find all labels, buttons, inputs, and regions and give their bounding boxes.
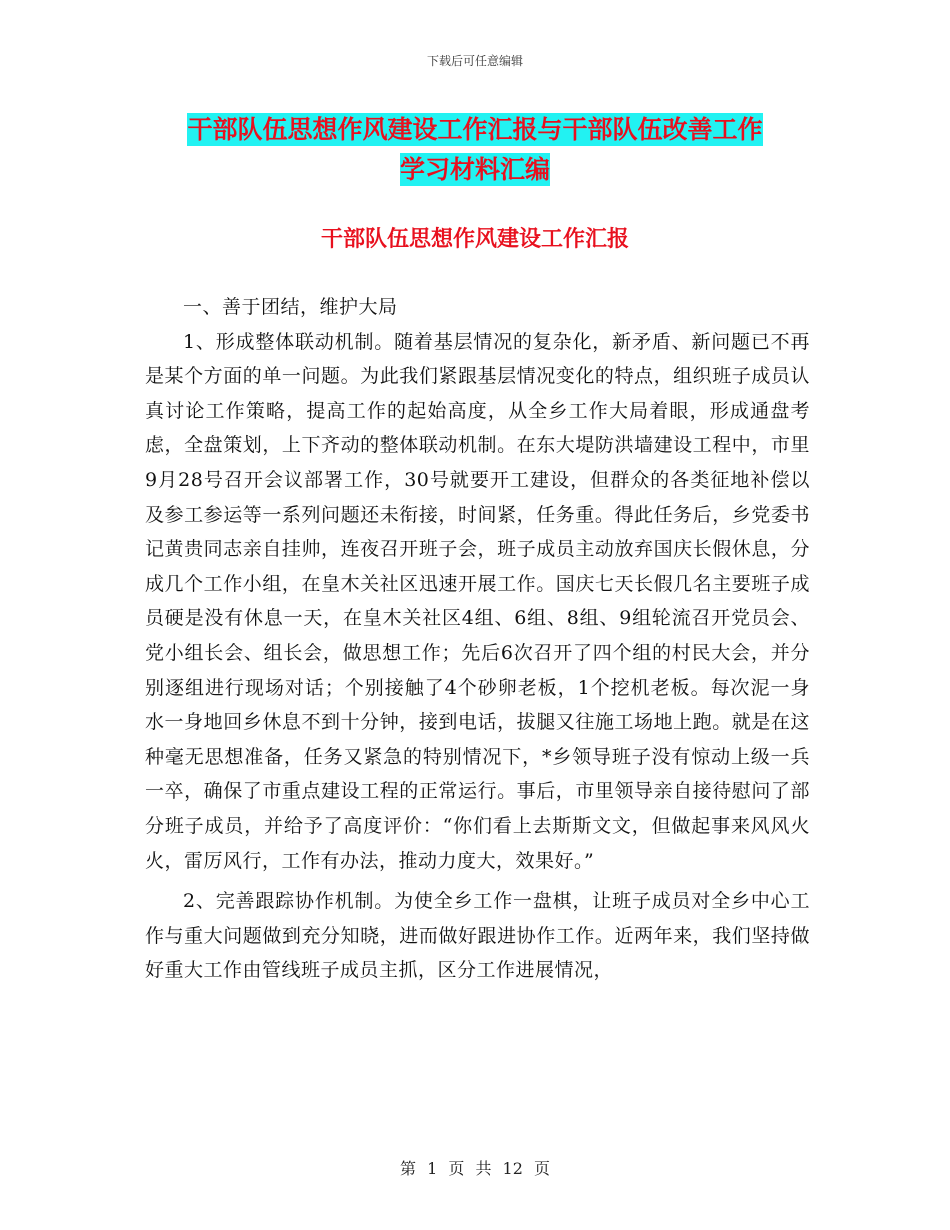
document-body <box>145 290 810 988</box>
document-title <box>0 110 950 190</box>
document-title-line-1: 干部队伍思想作风建设工作汇报与干部队伍改善工作 <box>187 115 763 144</box>
section-heading: 一、善于团结，维护大局 <box>183 296 398 318</box>
page-number: 第 1 页 共 12 页 <box>400 1159 550 1178</box>
paragraph-2: 2、完善跟踪协作机制。为使全乡工作一盘棋，让班子成员对全乡中心工作与重大问题做到充分知晓，进而做好跟进协作工作。近两年来，我们坚持做好重大工作由管线班子成员主抓，区分工作进展情况， <box>145 890 810 982</box>
section-title: 干部队伍思想作风建设工作汇报 <box>320 227 629 252</box>
page-header-note: 下载后可任意编辑 <box>426 54 523 68</box>
document-title-line-2: 学习材料汇编 <box>399 155 550 184</box>
paragraph-1: 1、形成整体联动机制。随着基层情况的复杂化，新矛盾、新问题已不再是某个方面的单一问题。为此我们紧跟基层情况变化的特点，组织班子成员认真讨论工作策略，提高工作的起始高度，从全乡工作大局着眼，形成通盘考虑，全盘策划，上下齐动的整体联动机制。在东大堤防洪墙建设工程中，市里9月28号召开会议部署工作，30号就要开工建设，但群众的各类征地补偿以及参工参运等一系列问题还未衔接，时间紧，任务重。得此任务后，乡党委书记黄贵同志亲自挂帅，连夜召开班子会，班子成员主动放弃国庆长假休息，分成几个工作小组，在皇木关社区迅速开展工作。国庆七天长假几名主要班子成员硬是没有休息一天，在皇木关社区4组、6组、8组、9组轮流召开党员会、党小组长会、组长会，做思想工作；先后6次召开了四个组的村民大会，并分别逐组进行现场对话；个别接触了4个砂卵老板，1个挖机老板。每次泥一身水一身地回乡休息不到十分钟，接到电话，拔腿又往施工场地上跑。就是在这种毫无思想准备，任务又紧急的特别情况下，*乡领导班子没有惊动上级一兵一卒，确保了市重点建设工程的正常运行。事后，市里领导亲自接待慰问了部分班子成员，并给予了高度评价：“你们看上去斯斯文文，但做起事来风风火火，雷厉风行，工作有办法，推动力度大，效果好。” <box>145 330 810 872</box>
